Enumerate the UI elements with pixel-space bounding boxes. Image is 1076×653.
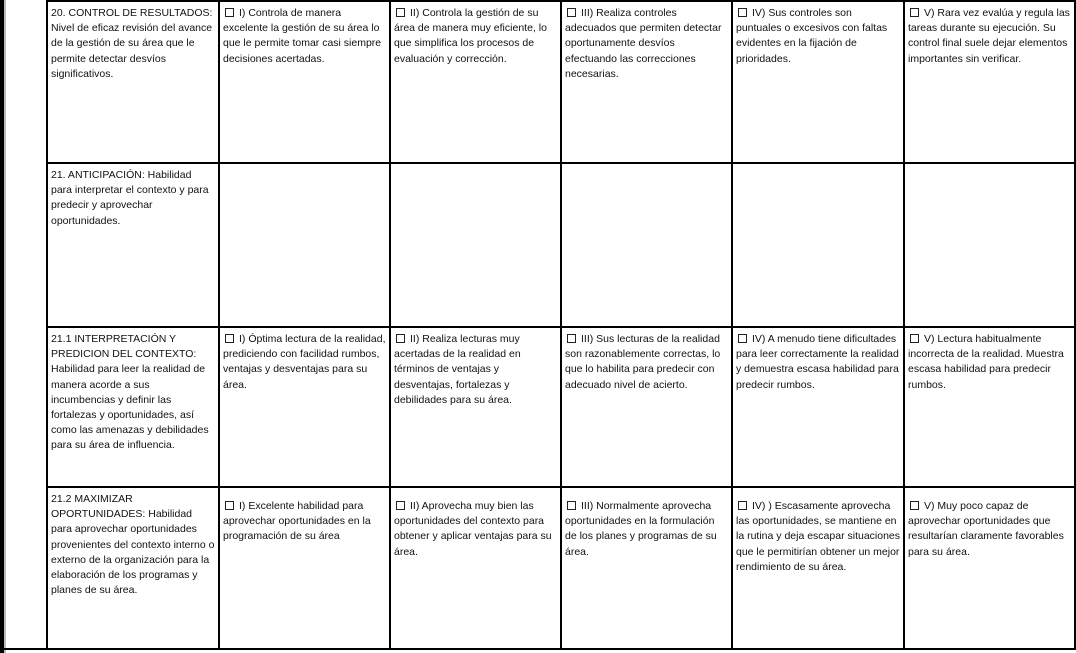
empty-cell-21-IV (731, 162, 903, 326)
option-cell-21-2-V[interactable] (903, 486, 1076, 650)
checkbox[interactable] (567, 334, 576, 343)
option-text: IV) Sus controles son puntuales o excesivos con faltas evidentes en la fijación de prioridades. (736, 7, 888, 65)
page-left-border-shadow (4, 0, 6, 653)
option-cell-20-III[interactable] (560, 0, 731, 162)
criterion-cell-21-1 (46, 326, 218, 486)
option-cell-21-2-III[interactable] (560, 486, 731, 650)
option-cell-21-2-II[interactable] (389, 486, 560, 650)
checkbox[interactable] (396, 501, 405, 510)
checkbox[interactable] (910, 501, 919, 510)
option-text: IV) A menudo tiene dificultades para leer correctamente la realidad y demuestra escasa habilidad para predecir rumbos. (736, 333, 899, 391)
option-cell-21-2-IV[interactable] (731, 486, 903, 650)
checkbox[interactable] (225, 8, 234, 17)
option-text: IV) ) Escasamente aprovecha las oportunidades, se mantiene en la rutina y deja escapar situaciones que le permitirían obtener un mejor rendimiento de su área. (736, 500, 901, 573)
criterion-cell-20 (46, 0, 218, 162)
checkbox[interactable] (910, 8, 919, 17)
empty-cell-21-II (389, 162, 560, 326)
checkbox[interactable] (567, 8, 576, 17)
criterion-text: 20. CONTROL DE RESULTADOS: Nivel de eficaz revisión del avance de la gestión de su área que le permite detectar desvíos significativos. (51, 7, 213, 80)
option-text: I) Excelente habilidad para aprovechar oportunidades en la programación de su área (223, 500, 371, 543)
option-text: III) Sus lecturas de la realidad son razonablemente correctas, lo que lo habilita para predecir con adecuado nivel de acierto. (565, 333, 721, 391)
evaluation-table (46, 0, 1076, 650)
checkbox[interactable] (567, 501, 576, 510)
option-cell-21-1-III[interactable] (560, 326, 731, 486)
empty-cell-21-V (903, 162, 1076, 326)
option-cell-20-IV[interactable] (731, 0, 903, 162)
empty-cell-21-I (218, 162, 389, 326)
checkbox[interactable] (738, 8, 747, 17)
option-text: I) Controla de manera excelente la gestión de su área lo que le permite tomar casi siempre decisiones acertadas. (223, 7, 382, 65)
checkbox[interactable] (396, 334, 405, 343)
checkbox[interactable] (396, 8, 405, 17)
checkbox[interactable] (738, 501, 747, 510)
option-text: III) Realiza controles adecuados que permiten detectar oportunamente desvíos efectuando las correcciones necesarias. (565, 7, 722, 80)
criterion-cell-21 (46, 162, 218, 326)
option-text: II) Aprovecha muy bien las oportunidades del contexto para obtener y aplicar ventajas para su área. (394, 500, 552, 558)
option-cell-21-2-I[interactable] (218, 486, 389, 650)
option-cell-21-1-IV[interactable] (731, 326, 903, 486)
option-cell-20-I[interactable] (218, 0, 389, 162)
option-text: V) Lectura habitualmente incorrecta de la realidad. Muestra escasa habilidad para predecir rumbos. (908, 333, 1064, 391)
option-text: I) Óptima lectura de la realidad, prediciendo con facilidad rumbos, ventajas y desventajas para su área. (223, 333, 386, 391)
checkbox[interactable] (738, 334, 747, 343)
option-cell-20-V[interactable] (903, 0, 1076, 162)
option-text: II) Realiza lecturas muy acertadas de la realidad en términos de ventajas y desventajas, fortalezas y debilidades para su área. (394, 333, 521, 406)
option-cell-21-1-II[interactable] (389, 326, 560, 486)
option-cell-20-II[interactable] (389, 0, 560, 162)
option-cell-21-1-V[interactable] (903, 326, 1076, 486)
empty-cell-21-III (560, 162, 731, 326)
criterion-cell-21-2 (46, 486, 218, 650)
option-cell-21-1-I[interactable] (218, 326, 389, 486)
option-text: V) Rara vez evalúa y regula las tareas durante su ejecución. Su control final suele dejar elementos importantes sin verificar. (908, 7, 1070, 65)
checkbox[interactable] (225, 334, 234, 343)
checkbox[interactable] (225, 501, 234, 510)
option-text: V) Muy poco capaz de aprovechar oportunidades que resultarían claramente favorables para su área. (908, 500, 1064, 558)
checkbox[interactable] (910, 334, 919, 343)
page-bottom-border (0, 648, 1076, 650)
option-text: II) Controla la gestión de su área de manera muy eficiente, lo que simplifica los procesos de evaluación y corrección. (394, 7, 547, 65)
criterion-text: 21.1 INTERPRETACIÓN Y PREDICION DEL CONTEXTO: Habilidad para leer la realidad de manera acorde a sus incumbencias y definir las fortalezas y oportunidades, así como las amenazas y debilidades para su área de influencia. (51, 333, 209, 452)
criterion-text: 21. ANTICIPACIÓN: Habilidad para interpretar el contexto y para predecir y aprovechar oportunidades. (51, 169, 209, 227)
option-text: III) Normalmente aprovecha oportunidades en la formulación de los planes y programas de su área. (565, 500, 717, 558)
criterion-text: 21.2 MAXIMIZAR OPORTUNIDADES: Habilidad para aprovechar oportunidades provenientes del contexto interno o externo de la organización para la elaboración de los programas y planes de su área. (51, 493, 215, 597)
